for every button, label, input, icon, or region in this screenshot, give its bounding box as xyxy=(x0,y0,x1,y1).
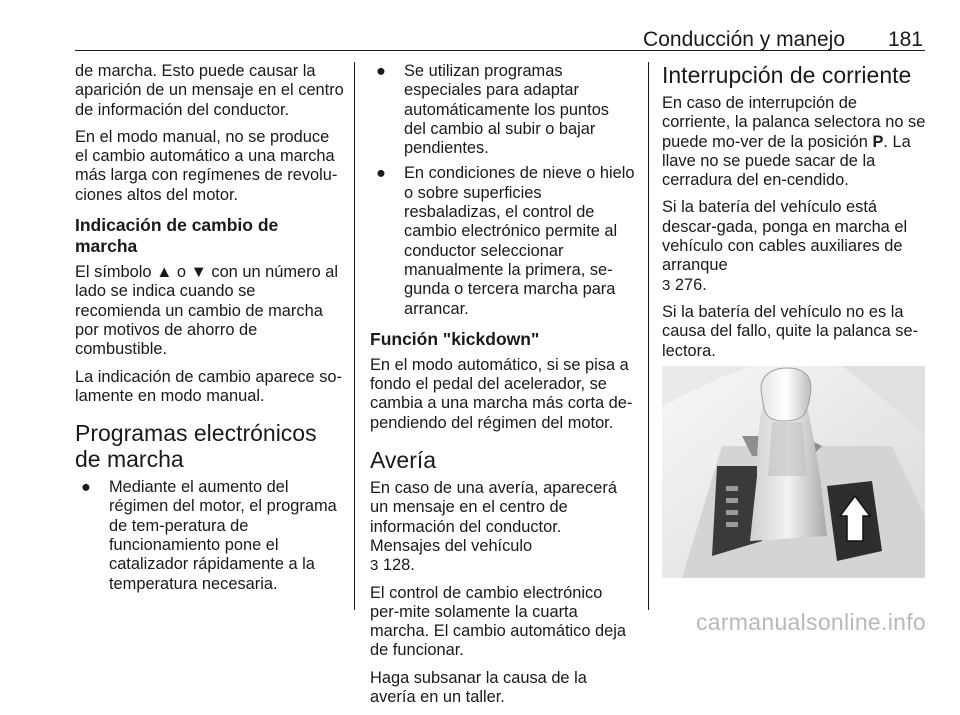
paragraph: El control de cambio electrónico per-mite solamente la cuarta marcha. El cambio automático deja de funcionar. xyxy=(370,583,626,660)
heading-electronic-programs: Programas electrónicos de marcha xyxy=(75,420,317,473)
bullet-list xyxy=(370,62,635,319)
list-item-text: Mediante el aumento del régimen del motor, el programa de tem-peratura de funcionamiento pone el catalizador rápidamente a la temperatura necesaria. xyxy=(109,478,337,593)
section-title: Conducción y manejo xyxy=(643,28,845,51)
list-item-text: En condiciones de nieve o hielo o sobre superficies resbaladizas, el control de cambio electrónico permite al conductor seleccionar manualmente la primera, se-gunda o tercera marcha para arrancar. xyxy=(404,164,635,318)
column-1 xyxy=(75,62,345,602)
arrow-up-icon: ▲ xyxy=(156,263,173,282)
list-item xyxy=(370,62,635,158)
heading-kickdown: Función "kickdown" xyxy=(370,328,540,349)
paragraph: de marcha. Esto puede causar la aparición de un mensaje en el centro de información del conductor. xyxy=(75,62,344,119)
page-reference-icon: 3 xyxy=(662,276,671,294)
page-number: 181 xyxy=(887,28,923,51)
list-item xyxy=(75,478,345,594)
paragraph: La indicación de cambio aparece so-lamente en modo manual. xyxy=(75,367,342,405)
page-reference-icon: 3 xyxy=(370,557,379,575)
text-run: En caso de interrupción de corriente, la palanca selectora no se puede mo-ver de la posición xyxy=(662,94,926,151)
paragraph xyxy=(662,94,928,190)
bullet-icon: ● xyxy=(376,164,386,183)
text-run: En caso de una avería, aparecerá un mensaje en el centro de información del conductor. Mensajes del vehículo xyxy=(370,479,617,555)
page-reference-link[interactable]: 128. xyxy=(382,556,415,575)
text-run: con un número al lado se indica cuando se recomienda un cambio de marcha por motivos de ahorro de combustible. xyxy=(75,263,339,359)
paragraph: Haga subsanar la causa de la avería en un taller. xyxy=(370,668,587,707)
text-run: Si la batería del vehículo está descar-gada, ponga en marcha el vehículo con cables auxiliares de arranque xyxy=(662,198,908,275)
paragraph: Si la batería del vehículo no es la causa del fallo, quite la palanca se-lectora. xyxy=(662,302,919,360)
column-divider-2 xyxy=(648,62,649,610)
column-divider-1 xyxy=(354,62,355,610)
page-header xyxy=(75,22,925,51)
arrow-down-icon: ▼ xyxy=(190,263,207,282)
text-run: El símbolo xyxy=(75,263,152,282)
text-run: . La llave no se puede sacar de la cerradura del en-cendido. xyxy=(662,132,911,190)
heading-fault: Avería xyxy=(370,447,437,474)
bullet-icon: ● xyxy=(376,62,386,80)
list-item xyxy=(370,164,635,318)
paragraph xyxy=(370,479,635,575)
paragraph xyxy=(662,198,928,294)
watermark: carmanualsonline.info xyxy=(695,609,926,635)
page-reference-link[interactable]: 276. xyxy=(674,275,707,294)
paragraph xyxy=(75,263,345,359)
column-2 xyxy=(370,62,635,715)
paragraph: En el modo automático, si se pisa a fondo el pedal del acelerador, se cambia a una marcha más corta de-pendiendo del régimen del motor. xyxy=(370,355,633,432)
paragraph: En el modo manual, no se produce el cambio automático a una marcha más larga con regímenes de revolu-ciones altos del motor. xyxy=(75,127,338,204)
text-run: o xyxy=(176,263,187,282)
column-3 xyxy=(662,62,928,415)
heading-power-interruption: Interrupción de corriente xyxy=(662,62,912,88)
bullet-list xyxy=(75,478,345,594)
heading-shift-indication: Indicación de cambio de marcha xyxy=(75,215,279,257)
gear-position-p: P xyxy=(872,132,884,151)
bullet-icon: ● xyxy=(81,478,91,497)
gear-selector-illustration xyxy=(662,366,925,578)
list-item-text: Se utilizan programas especiales para adaptar automáticamente los puntos del cambio al subir o bajar pendientes. xyxy=(404,62,610,158)
gear-selector-drawing xyxy=(662,366,925,578)
